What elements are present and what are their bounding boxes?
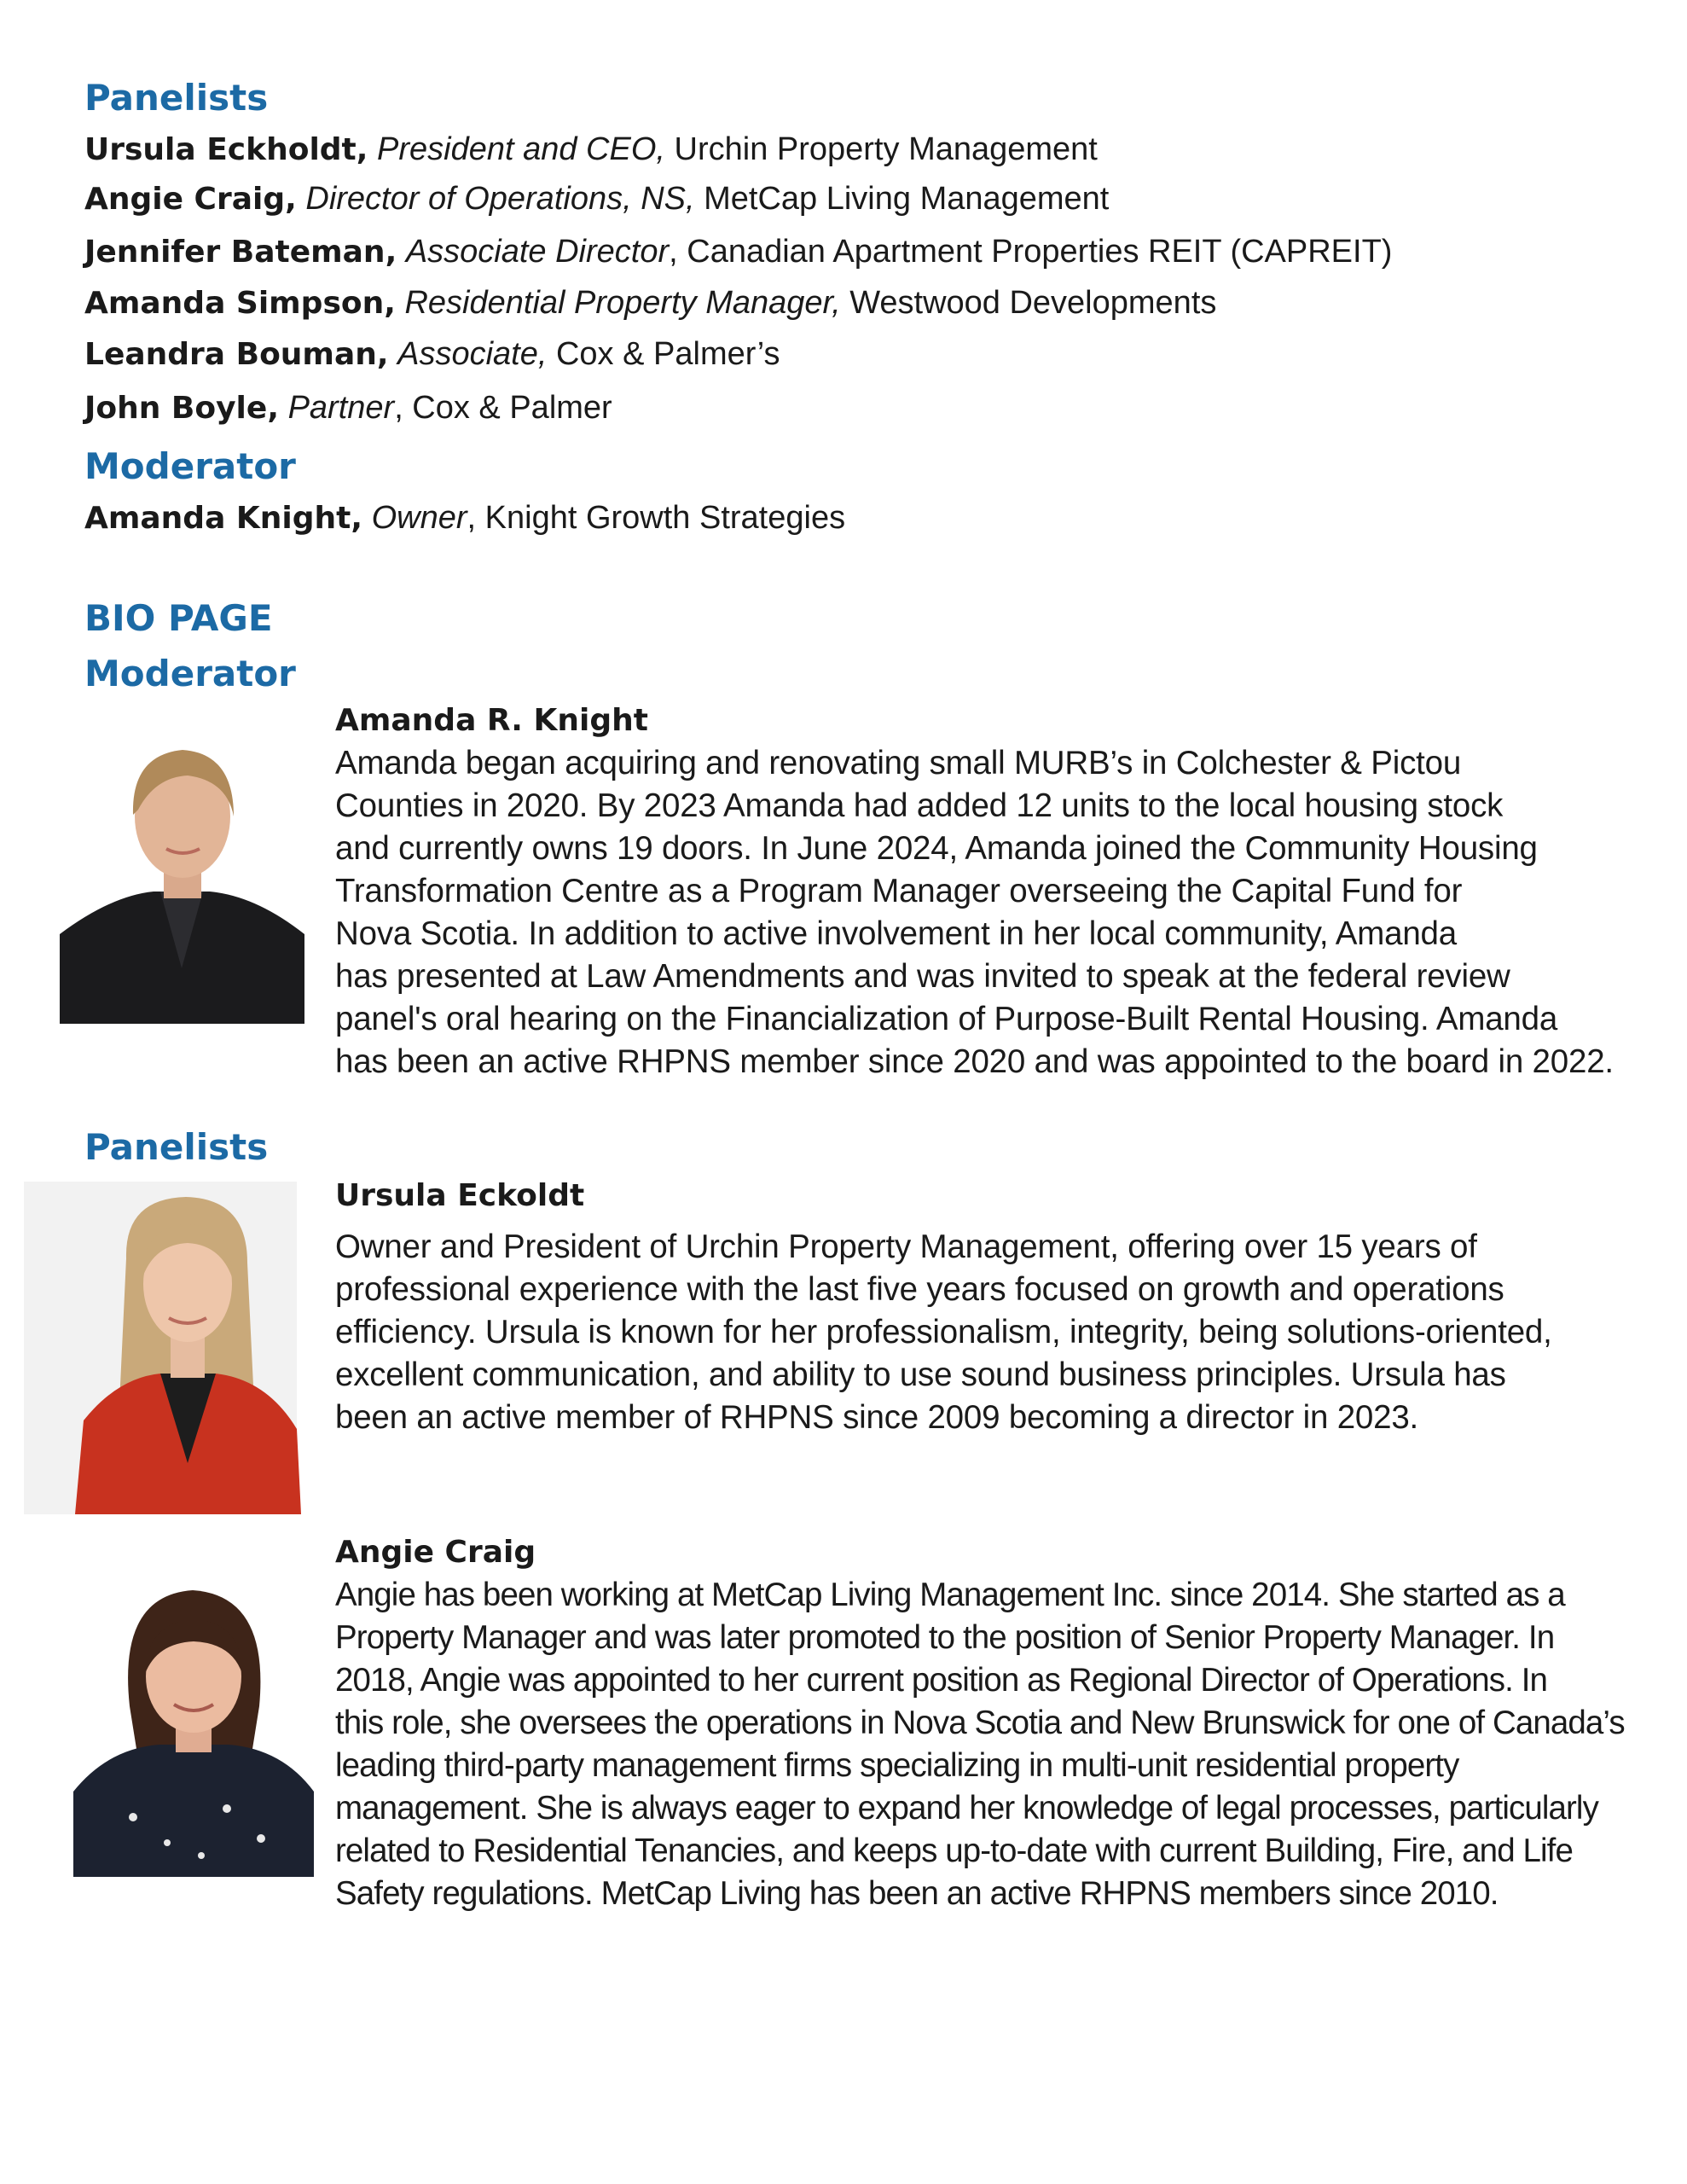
panelist-name: John Boyle, xyxy=(84,391,279,426)
bio-line: leading third-party management firms specializing in multi-unit residential property xyxy=(335,1747,1459,1784)
bio-line: Safety regulations. MetCap Living has been an active RHPNS members since 2010. xyxy=(335,1875,1499,1912)
bio-amanda-knight xyxy=(335,700,1666,1083)
panelist-org: , Canadian Apartment Properties REIT (CAPREIT) xyxy=(669,234,1393,270)
panelist-name: Amanda Simpson, xyxy=(84,286,396,321)
panelist-name: Ursula Eckholdt, xyxy=(84,132,368,167)
moderator-heading: Moderator xyxy=(84,445,296,487)
bio-line: excellent communication, and ability to use sound business principles. Ursula has xyxy=(335,1356,1506,1393)
ursula-eckoldt-photo xyxy=(24,1182,341,1514)
panelists-heading: Panelists xyxy=(84,77,269,119)
panelist-org: Westwood Developments xyxy=(849,285,1217,321)
bio-line: efficiency. Ursula is known for her professionalism, integrity, being solutions-oriented, xyxy=(335,1314,1552,1350)
bio-line: related to Residential Tenancies, and keeps up-to-date with current Building, Fire, and Life xyxy=(335,1833,1573,1869)
bio-panelists-heading: Panelists xyxy=(84,1126,269,1168)
bio-line: Counties in 2020. By 2023 Amanda had added 12 units to the local housing stock xyxy=(335,787,1504,824)
bio-angie-craig xyxy=(335,1531,1666,1915)
panelist-title: Residential Property Manager, xyxy=(404,285,841,321)
bio-line: Angie has been working at MetCap Living Management Inc. since 2014. She started as a xyxy=(335,1577,1565,1613)
bio-name: Amanda R. Knight xyxy=(335,703,648,738)
moderator-name: Amanda Knight, xyxy=(84,501,363,536)
bio-line: panel's oral hearing on the Financialization of Purpose-Built Rental Housing. Amanda xyxy=(335,1001,1558,1037)
panelist-org: Cox & Palmer’s xyxy=(555,336,780,372)
bio-text xyxy=(335,1574,1666,1915)
bio-ursula-eckoldt xyxy=(335,1175,1666,1439)
panelist-line xyxy=(84,232,1392,272)
bio-line: Owner and President of Urchin Property Management, offering over 15 years of xyxy=(335,1228,1477,1265)
moderator-line xyxy=(84,498,845,538)
bio-text xyxy=(335,742,1666,1083)
panelist-title: Associate, xyxy=(397,336,548,372)
bio-line: management. She is always eager to expand her knowledge of legal processes, particularly xyxy=(335,1790,1598,1827)
panelist-line xyxy=(84,334,780,375)
moderator-org: , Knight Growth Strategies xyxy=(467,500,846,536)
bio-line: Amanda began acquiring and renovating small MURB’s in Colchester & Pictou xyxy=(335,745,1462,781)
bio-line: Nova Scotia. In addition to active involvement in her local community, Amanda xyxy=(335,915,1457,952)
panelist-title: Associate Director xyxy=(405,234,670,270)
panelist-org: MetCap Living Management xyxy=(704,181,1110,217)
amanda-knight-photo xyxy=(60,721,304,1024)
bio-line: this role, she oversees the operations in Nova Scotia and New Brunswick for one of Canada’s xyxy=(335,1705,1625,1741)
bio-page-heading: BIO PAGE xyxy=(84,597,273,639)
panelist-line xyxy=(84,283,1216,323)
bio-text xyxy=(335,1226,1666,1439)
bio-line: been an active member of RHPNS since 2009 becoming a director in 2023. xyxy=(335,1399,1419,1436)
bio-line: professional experience with the last five years focused on growth and operations xyxy=(335,1271,1504,1308)
bio-line: Property Manager and was later promoted to the position of Senior Property Manager. In xyxy=(335,1619,1555,1656)
angie-craig-photo xyxy=(73,1578,314,1877)
bio-name: Angie Craig xyxy=(335,1535,536,1570)
panelist-line xyxy=(84,388,612,428)
bio-line: Transformation Centre as a Program Manager overseeing the Capital Fund for xyxy=(335,873,1463,909)
panelist-org: , Cox & Palmer xyxy=(394,390,612,426)
bio-moderator-heading: Moderator xyxy=(84,653,296,694)
moderator-title: Owner xyxy=(371,500,467,536)
panelist-line xyxy=(84,179,1109,219)
panelist-name: Angie Craig, xyxy=(84,182,297,217)
bio-line: 2018, Angie was appointed to her current position as Regional Director of Operations. In xyxy=(335,1662,1548,1699)
panelist-name: Jennifer Bateman, xyxy=(84,235,397,270)
bio-line: has presented at Law Amendments and was invited to speak at the federal review xyxy=(335,958,1510,995)
panelist-org: Urchin Property Management xyxy=(674,131,1098,167)
bio-name: Ursula Eckoldt xyxy=(335,1178,585,1213)
panelist-line xyxy=(84,130,1098,170)
bio-line: and currently owns 19 doors. In June 2024, Amanda joined the Community Housing xyxy=(335,830,1538,867)
panelist-title: President and CEO, xyxy=(377,131,665,167)
panelist-title: Director of Operations, NS, xyxy=(305,181,695,217)
panelist-name: Leandra Bouman, xyxy=(84,337,389,372)
panelist-title: Partner xyxy=(287,390,395,426)
bio-line: has been an active RHPNS member since 2020 and was appointed to the board in 2022. xyxy=(335,1043,1614,1080)
